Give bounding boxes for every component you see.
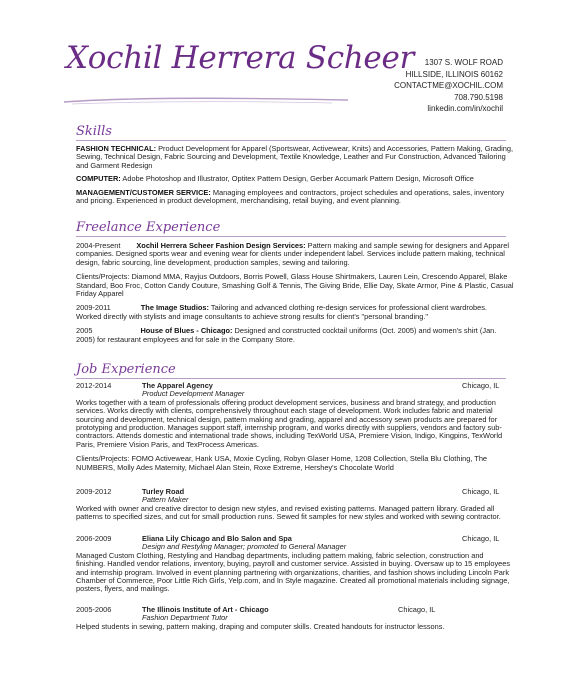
entry-text: Pattern making and sample sewing for designers and Apparel companies. Designed sports wear and evening wear for clients under independent label. Services include pattern making, technical design, fabric sourcing, line development, production samples, sewing and tailoring. xyxy=(76,241,509,267)
job-role: Design and Restyling Manager; promoted to General Manager xyxy=(142,542,347,552)
entry-text: Designed and constructed cocktail uniforms (Oct. 2005) and women's shirt (Jan. 2005) for restaurant employees and for sale in the Company Store. xyxy=(76,326,497,344)
job-entry xyxy=(76,535,514,594)
skills-heading: Skills xyxy=(76,124,112,139)
name-underline-swoosh xyxy=(62,94,352,106)
entry-company: Xochil Herrera Scheer Fashion Design Services: xyxy=(136,241,306,250)
job-entry xyxy=(76,488,514,522)
job-company: The Illinois Institute of Art - Chicago xyxy=(142,605,269,614)
job-company: Turley Road xyxy=(142,487,185,496)
job-company: The Apparel Agency xyxy=(142,381,213,390)
skill-item xyxy=(76,189,514,206)
section-divider xyxy=(76,378,506,379)
entry-company: The Image Studios: xyxy=(140,303,209,313)
job-clients: Clients/Projects: FOMO Activewear, Hank USA, Moxie Cycling, Robyn Glaser Home, 1208 Collection, Stella Blu Clothing, The NUMBERS, Molly Ades Maternity, Michael Alan Stein, Roxe Extreme, Hershey's Chocolate World xyxy=(76,454,488,472)
skill-label: FASHION TECHNICAL: xyxy=(76,144,157,153)
contact-email[interactable]: CONTACTME@XOCHIL.COM xyxy=(394,81,503,90)
entry-date: 2009-2011 xyxy=(76,303,111,313)
job-location: Chicago, IL xyxy=(462,381,500,390)
entry-date: 2004-Present xyxy=(76,241,121,250)
job-role: Fashion Department Tutor xyxy=(142,613,228,623)
section-divider xyxy=(76,236,506,237)
skill-label: COMPUTER: xyxy=(76,174,121,184)
job-description: Works together with a team of professionals offering product development services, business and brand strategy, and production services. Works directly with clients, comprehensively throughout each stage of development. Work includes fabric and material sourcing and development, technical design, pattern making and grading, apparel and accessory sewn products are prepared for prototyping and production. Manages support staff, internship program, and works directly with suppliers, vendors and factory sub-contractors. Attends domestic and international trade shows, including TexWorld USA, Premiere Vision, Indigo, Kingpins, TexWorld Paris, Premiere Vision Paris, and TexProcess Americas. xyxy=(76,397,503,449)
freelance-heading: Freelance Experience xyxy=(76,220,221,235)
freelance-entry xyxy=(76,304,514,321)
entry-date: 2005 xyxy=(76,326,93,336)
job-role: Pattern Maker xyxy=(142,495,189,505)
job-date: 2012-2014 xyxy=(76,381,112,390)
contact-block xyxy=(394,57,503,115)
entry-text: Tailoring and advanced clothing re-design services for professional client wardrobes. Worked directly with stylists and image consultants to achieve strong results for client's "personal branding." xyxy=(76,303,487,321)
freelance-entry xyxy=(76,327,514,344)
job-role: Product Development Manager xyxy=(142,389,245,399)
job-entry xyxy=(76,606,514,631)
job-date: 2009-2012 xyxy=(76,487,112,496)
freelance-clients: Clients/Projects: Diamond MMA, Rayjus Outdoors, Borris Powell, Glass House Shirtmakers, Lauren Lein, Crescendo Apparel, Blake Standard, Boo Froc, Cotton Candy Couture, Smashing Golf & Tennis, The Giving Bride, Ellie Day, Skate Armor, Pine & Plastic, Casual Friday Apparel xyxy=(76,272,514,299)
job-date: 2006-2009 xyxy=(76,534,112,543)
job-description: Helped students in sewing, pattern making, draping and computer skills. Created handouts for instructor lessons. xyxy=(76,621,445,631)
job-location: Chicago, IL xyxy=(398,605,436,614)
contact-phone: 708.790.5198 xyxy=(454,92,503,102)
skill-item xyxy=(76,175,514,183)
skill-text: Managing employees and contractors, project schedules and operations, sales, inventory and pricing. Experienced in product development, merchandising, retail buying, and event planning. xyxy=(76,187,505,206)
job-description: Worked with owner and creative director to design new styles, and revised existing patterns. Managed pattern library. Graded all patterns to specified sizes, and cut for small production runs. Sewed fit samples for new styles and worked with sewing contractor. xyxy=(76,503,501,522)
freelance-section xyxy=(76,242,514,344)
job-company: Eliana Lily Chicago and Blo Salon and Spa xyxy=(142,534,292,543)
job-location: Chicago, IL xyxy=(462,487,500,496)
resume-name: Xochil Herrera Scheer xyxy=(66,40,415,76)
entry-company: House of Blues - Chicago: xyxy=(140,326,233,336)
job-location: Chicago, IL xyxy=(462,534,500,543)
contact-city: HILLSIDE, ILLINOIS 60162 xyxy=(405,69,503,79)
contact-linkedin[interactable]: linkedin.com/in/xochil xyxy=(427,104,503,113)
job-date: 2005-2006 xyxy=(76,605,112,614)
skills-section xyxy=(76,145,514,205)
skill-text: Product Development for Apparel (Sportswear, Activewear, Knits) and Accessories, Pattern Making, Grading, Sewing, Technical Design, Fabric Sourcing and Development, Textile Knowledge, Leather and Fur Construction, Advanced Tailoring and Garment Redesign xyxy=(76,144,514,170)
contact-address: 1307 S. WOLF ROAD xyxy=(424,58,503,67)
section-divider xyxy=(76,140,506,141)
job-heading: Job Experience xyxy=(76,362,176,377)
freelance-entry xyxy=(76,242,514,267)
job-description: Managed Custom Clothing, Restyling and Handbag departments, including pattern making, fabric selection, construction and finishing. Handled vendor relations, inventory, buying, payroll and customer service. Assisted in buying. Oversaw up to 15 employees and internship program. Involved in event planning partnering with organizations, charities, and fashion shows including Lincoln Park Chamber of Commerce, Poor Little Rich Girls, Yelp.com, and In Style magazine. Created all promotional materials including signage, posters, flyers, and mailings. xyxy=(76,550,511,594)
job-entry xyxy=(76,382,514,472)
skill-text: Adobe Photoshop and Illustrator, Optitex Pattern Design, Gerber Accumark Pattern Design, Microsoft Office xyxy=(120,174,474,184)
skill-item xyxy=(76,145,514,170)
skill-label: MANAGEMENT/CUSTOMER SERVICE: xyxy=(76,187,211,197)
